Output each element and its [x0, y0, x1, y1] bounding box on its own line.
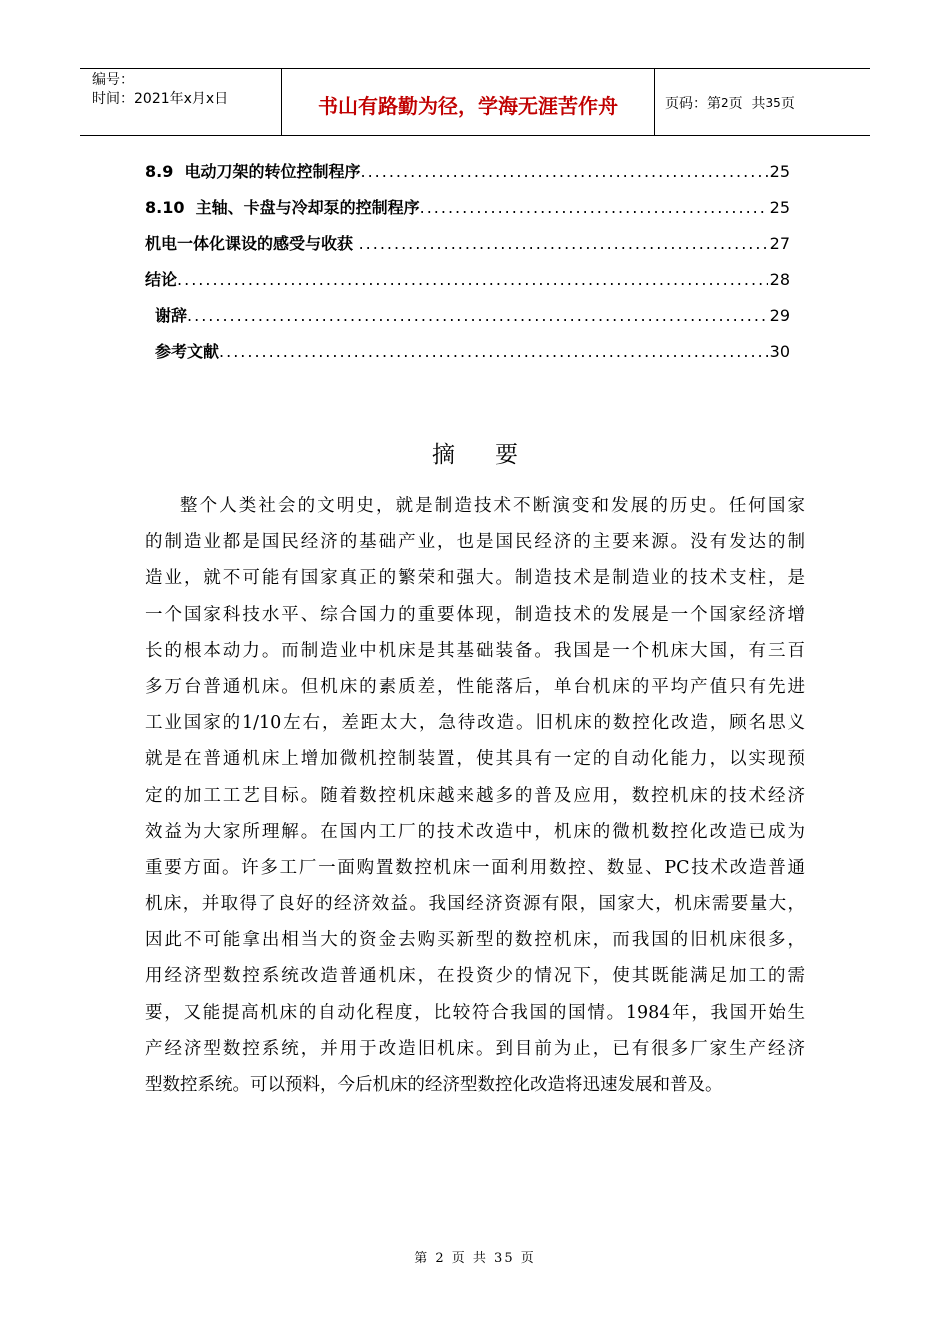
toc-entry-title: 机电一体化课设的感受与收获	[145, 234, 359, 253]
table-of-contents	[145, 160, 790, 376]
abstract-line: 重要方面。许多工厂一面购置数控机床一面利用数控、数显、PC技术改造普通	[145, 857, 805, 878]
toc-entry	[145, 160, 790, 196]
abstract-line: 的制造业都是国民经济的基础产业，也是国民经济的主要来源。没有发达的制	[145, 532, 805, 553]
abstract-line: 整个人类社会的文明史，就是制造技术不断演变和发展的历史。任何国家	[180, 496, 805, 516]
abstract-line: 定的加工工艺目标。随着数控机床越来越多的普及应用，数控机床的技术经济	[145, 785, 805, 806]
header-page-info	[655, 69, 870, 135]
abstract-line: 就是在普通机床上增加微机控制装置，使其具有一定的自动化能力，以实现预	[145, 749, 805, 770]
abstract-body	[145, 488, 805, 1103]
header-meta	[80, 69, 282, 135]
toc-entry-page: 30	[769, 342, 790, 361]
toc-entry-title: 结论	[145, 270, 178, 289]
toc-entry-title: 参考文献	[155, 342, 220, 361]
toc-leader-dots	[219, 340, 768, 364]
toc-leader-dots	[359, 232, 768, 256]
toc-entry-page: 25	[769, 198, 790, 217]
header-time-label: 时间：2021年x月x日	[92, 91, 229, 107]
abstract-line: 型数控系统。可以预料，今后机床的经济型数控化改造将迅速发展和普及。	[145, 1075, 723, 1095]
page-footer: 第 2 页 共 35 页	[414, 1251, 536, 1266]
toc-entry	[145, 340, 790, 376]
toc-entry	[145, 232, 790, 268]
header-page-mid: 页 共	[728, 96, 766, 112]
toc-entry-title: 谢辞	[155, 306, 188, 325]
header-page-suffix: 页	[780, 96, 795, 112]
page-header	[80, 68, 870, 136]
header-motto: 书山有路勤为径，学海无涯苦作舟	[282, 69, 655, 135]
abstract-line: 效益为大家所理解。在国内工厂的技术改造中，机床的微机数控化改造已成为	[145, 821, 805, 842]
toc-entry-page: 25	[769, 162, 790, 181]
toc-leader-dots	[177, 268, 768, 292]
abstract-line: 工业国家的1/10左右，差距太大，急待改造。旧机床的数控化改造，顾名思义	[145, 713, 805, 734]
abstract-line: 多万台普通机床。但机床的素质差，性能落后，单台机床的平均产值只有先进	[145, 676, 805, 697]
abstract-line: 长的根本动力。而制造业中机床是其基础装备。我国是一个机床大国，有三百	[145, 640, 805, 661]
toc-entry	[145, 268, 790, 304]
header-number-label: 编号：	[92, 72, 134, 88]
abstract-line: 造业，就不可能有国家真正的繁荣和强大。制造技术是制造业的技术支柱，是	[145, 568, 805, 589]
toc-entry-page: 29	[769, 306, 790, 325]
abstract-line: 因此不可能拿出相当大的资金去购买新型的数控机床，而我国的旧机床很多，	[145, 930, 805, 951]
header-page-total: 35	[765, 96, 781, 110]
header-page-current: 2	[721, 96, 729, 110]
toc-entry-title: 8.10 主轴、卡盘与冷却泵的控制程序	[145, 198, 420, 217]
abstract-title: 摘要	[432, 442, 558, 468]
header-page-prefix: 页码：第	[665, 96, 721, 112]
toc-entry	[145, 196, 790, 232]
toc-leader-dots	[187, 304, 768, 328]
abstract-line: 要，又能提高机床的自动化程度，比较符合我国的国情。1984年，我国开始生	[145, 1002, 805, 1023]
toc-leader-dots	[361, 160, 768, 184]
toc-leader-dots	[420, 196, 768, 220]
abstract-line: 用经济型数控系统改造普通机床，在投资少的情况下，使其既能满足加工的需	[145, 966, 805, 987]
abstract-line: 机床，并取得了良好的经济效益。我国经济资源有限，国家大，机床需要量大，	[145, 894, 805, 915]
toc-entry-title: 8.9 电动刀架的转位控制程序	[145, 162, 361, 181]
abstract-line: 一个国家科技水平、综合国力的重要体现，制造技术的发展是一个国家经济增	[145, 604, 805, 625]
abstract-line: 产经济型数控系统，并用于改造旧机床。到目前为止，已有很多厂家生产经济	[145, 1038, 805, 1059]
toc-entry-page: 27	[769, 234, 790, 253]
toc-entry	[145, 304, 790, 340]
toc-entry-page: 28	[769, 270, 790, 289]
